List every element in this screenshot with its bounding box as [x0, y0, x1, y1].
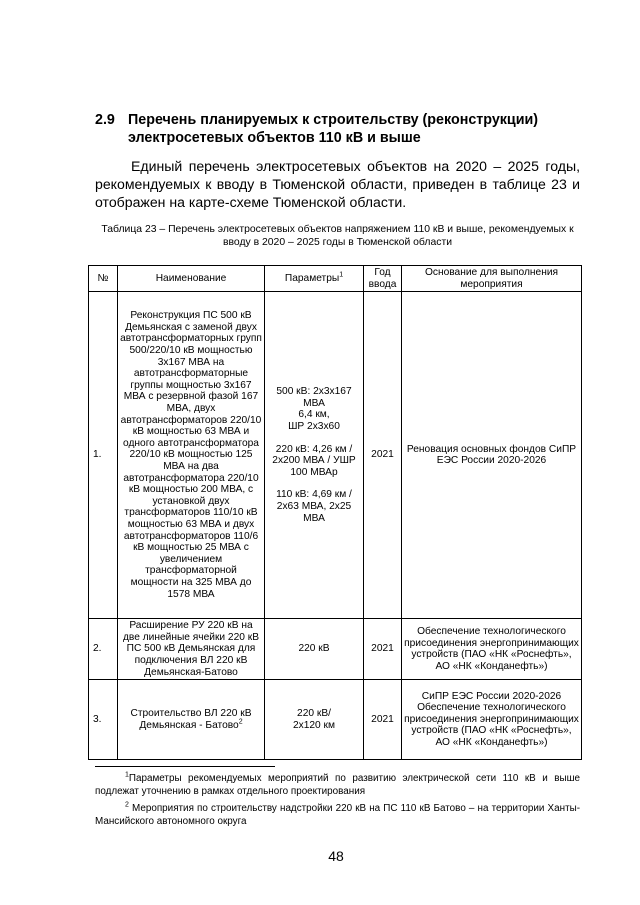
param-line: 2х120 км: [292, 719, 336, 731]
section-number: 2.9: [95, 112, 115, 128]
param-line: 220 кВ: [298, 643, 330, 655]
intro-paragraph: [95, 157, 580, 211]
param-line: 220 кВ: 4,26 км / 2х200 МВА / УШР 100 МВАр: [272, 443, 356, 478]
header-params: [265, 266, 364, 292]
footnote-1: [95, 773, 580, 798]
row-name: Расширение РУ 220 кВ на две линейные ячейки 220 кВ ПС 500 кВ Демьянская для подключения ВЛ 220 кВ Демьянская-Батово: [118, 619, 265, 680]
row-params: [265, 292, 364, 619]
table-caption: Таблица 23 – Перечень электросетевых объектов напряжением 110 кВ и выше, рекомендуемых к вводу в 2020 – 2025 годы в Тюменской области: [101, 224, 574, 248]
header-params-label: Параметры: [284, 272, 340, 284]
table-row: [89, 292, 582, 619]
row-basis: Реновация основных фондов СиПР ЕЭС России 2020-2026: [402, 292, 582, 619]
row-year: 2021: [364, 680, 402, 760]
param-line: ШР 2х3х60: [288, 421, 340, 432]
table-header-row: [89, 266, 582, 292]
footnote-mark: 2: [125, 801, 129, 809]
table-row: [89, 680, 582, 760]
row-params: [265, 680, 364, 760]
footnote-separator: [95, 766, 275, 767]
row-num: 2.: [89, 619, 118, 680]
row-num: 3.: [89, 680, 118, 760]
row-name: Реконструкция ПС 500 кВ Демьянская с заменой двух автотрансформаторных групп 500/220/10 кВ мощностью 3х167 МВА на автотрансформаторные группы мощностью 3х167 МВА с резервной фазой 167 МВА, двух автотрансформаторов 220/10 кВ мощностью 63 МВА и одного автотрансформатора 220/10 кВ мощностью 125 МВА на два автотрансформатора 220/10 кВ мощностью 200 МВА, с установкой двух трансформаторов 110/10 кВ мощностью 63 МВА и двух автотрансформаторов 110/6 кВ мощностью 25 МВА с увеличением трансформаторной мощности на 325 МВА до 1578 МВА: [118, 292, 265, 619]
footnote-ref-1: 1: [339, 271, 344, 279]
header-year: Год ввода: [364, 266, 402, 292]
row-name: [118, 680, 265, 760]
row-num: 1.: [89, 292, 118, 619]
footnote-mark: 1: [125, 771, 129, 779]
param-spacer: [267, 433, 361, 444]
footnote-text: Мероприятия по строительству надстройки 220 кВ на ПС 110 кВ Батово – на территории Ханты-Мансийского автономного округа: [95, 803, 580, 827]
row-params: [265, 619, 364, 680]
table-row: [89, 619, 582, 680]
section-title: Перечень планируемых к строительству (реконструкции) электросетевых объектов 110 кВ и выше: [128, 112, 539, 146]
row-name-text: Строительство ВЛ 220 кВ Демьянская - Батово: [130, 708, 252, 731]
param-line: 500 кВ: 2х3х167 МВА: [276, 386, 352, 409]
footnote-ref-2: 2: [238, 718, 243, 726]
footnote-text: Параметры рекомендуемых мероприятий по развитию электрической сети 110 кВ и выше подлежат уточнению в рамках отдельного проектирования: [95, 773, 580, 797]
page-number: 48: [328, 848, 344, 864]
row-basis: Обеспечение технологического присоединения энергопринимающих устройств (ПАО «НК «Роснефть», АО «НК «Конданефть»): [402, 619, 582, 680]
param-spacer: [267, 478, 361, 489]
projects-table: [88, 265, 582, 760]
param-line: 110 кВ: 4,69 км / 2х63 МВА, 2х25 МВА: [276, 489, 352, 524]
header-basis: Основание для выполнения мероприятия: [402, 266, 582, 292]
header-name: Наименование: [118, 266, 265, 292]
row-basis: СиПР ЕЭС России 2020-2026 Обеспечение технологического присоединения энергопринимающих устройств (ПАО «НК «Роснефть», АО «НК «Конданефть»): [402, 680, 582, 760]
param-line: 220 кВ/: [297, 708, 331, 720]
intro-text: Единый перечень электросетевых объектов на 2020 – 2025 годы, рекомендуемых к вводу в Тюменской области, приведен в таблице 23 и отображен на карте-схеме Тюменской области.: [95, 158, 580, 210]
header-num: №: [89, 266, 118, 292]
row-year: 2021: [364, 292, 402, 619]
row-year: 2021: [364, 619, 402, 680]
footnote-2: [95, 803, 580, 828]
param-line: 6,4 км,: [298, 409, 330, 421]
